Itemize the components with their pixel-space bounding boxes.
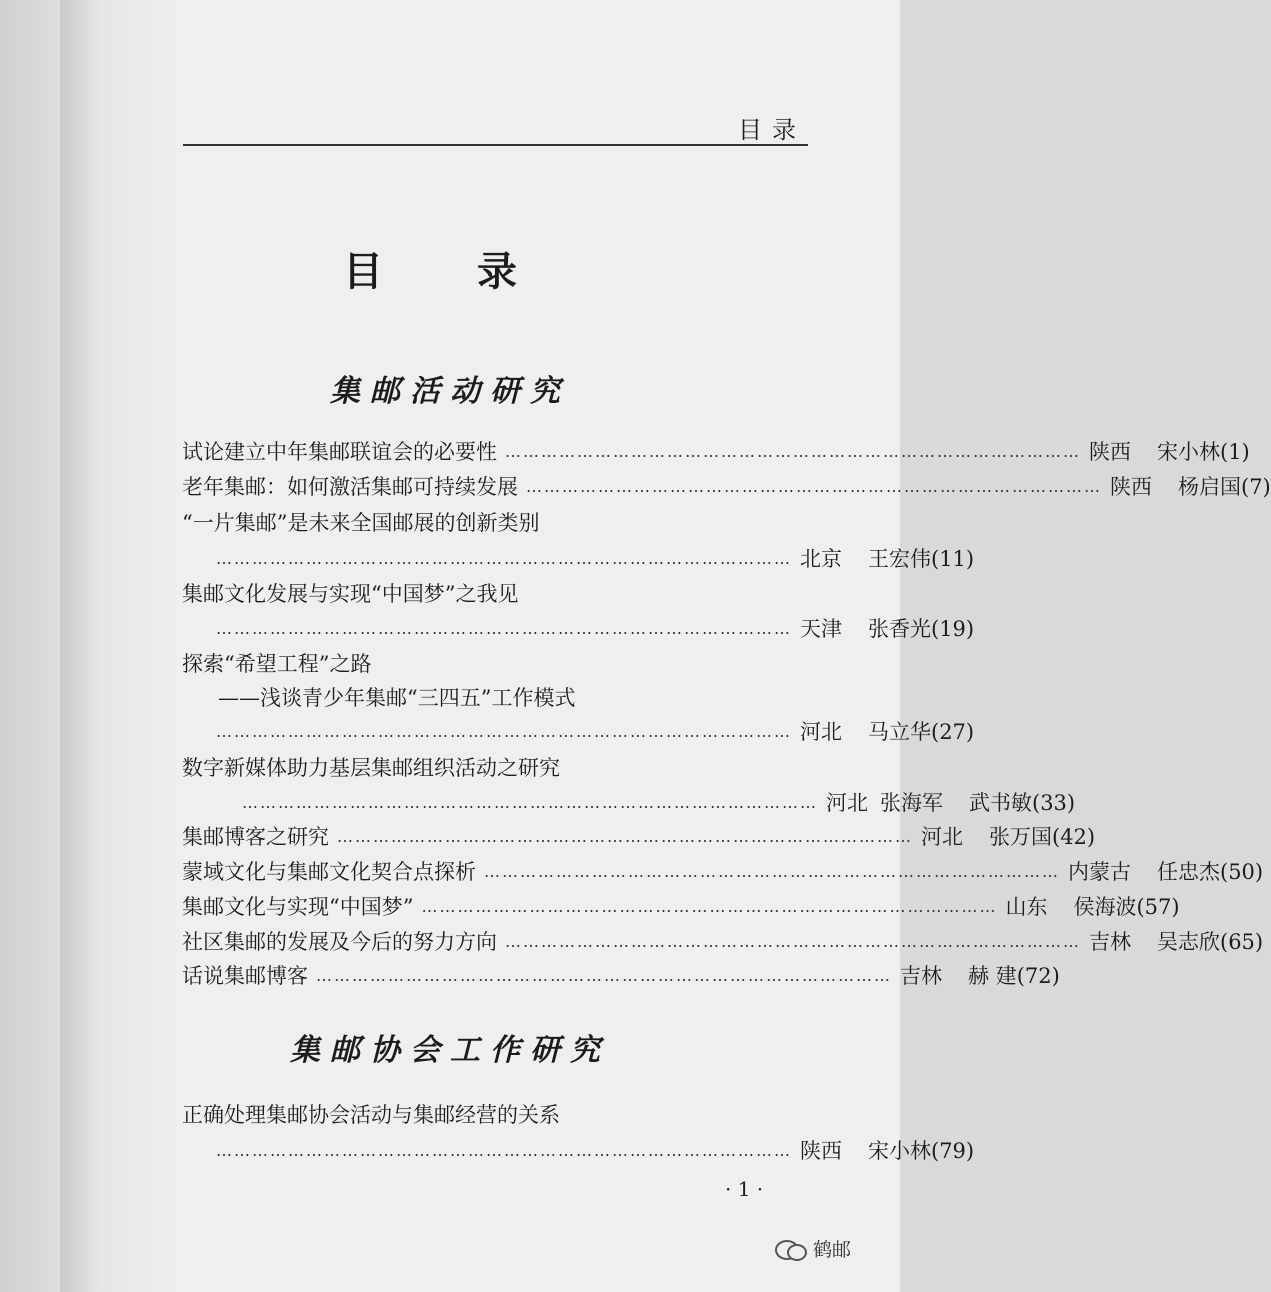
watermark-label: 鹤邮 — [813, 1239, 852, 1261]
toc-entry-title[interactable]: 数字新媒体助力基层集邮组织活动之研究 — [182, 756, 560, 780]
page-title: 目 录 — [343, 248, 557, 295]
toc-entry-author-line[interactable]: …………………………………………………………………………………… 河北 张海军 武书敏(33) — [242, 791, 1076, 815]
toc-entry[interactable]: 蒙域文化与集邮文化契合点探析 …………………………………………………………………………………… 内蒙古 任忠杰(50) — [182, 860, 1264, 884]
toc-entry-title[interactable]: “一片集邮”是未来全国邮展的创新类别 — [182, 511, 540, 535]
toc-entry-title[interactable]: 探索“希望工程”之路 — [182, 652, 372, 676]
toc-entry-title[interactable]: 集邮文化发展与实现“中国梦”之我见 — [182, 582, 519, 606]
toc-entry-author-line[interactable]: …………………………………………………………………………………… 陕西 宋小林(79) — [216, 1139, 975, 1163]
toc-entry[interactable]: 集邮博客之研究 …………………………………………………………………………………… 河北 张万国(42) — [182, 825, 1096, 849]
toc-entry[interactable]: 试论建立中年集邮联谊会的必要性 …………………………………………………………………………………… 陕西 宋小林(1) — [182, 440, 1250, 464]
section-title: 集邮活动研究 — [330, 374, 570, 409]
running-title: 目录 — [738, 116, 806, 144]
toc-entry-subtitle: ——浅谈青少年集邮“三四五”工作模式 — [218, 686, 576, 710]
toc-entry-author-line[interactable]: …………………………………………………………………………………… 天津 张香光(19) — [216, 617, 975, 641]
running-header — [183, 108, 808, 146]
toc-entry[interactable]: 社区集邮的发展及今后的努力方向 …………………………………………………………………………………… 吉林 吴志欣(65) — [182, 930, 1264, 954]
toc-entry[interactable]: 老年集邮：如何激活集邮可持续发展 …………………………………………………………………………………… 陕西 杨启国(7) — [182, 475, 1271, 499]
wechat-icon — [775, 1238, 807, 1260]
toc-entry-author-line[interactable]: …………………………………………………………………………………… 北京 王宏伟(11) — [216, 547, 975, 571]
toc-entry[interactable]: 话说集邮博客 …………………………………………………………………………………… 吉林 赫 建(72) — [182, 964, 1060, 988]
toc-entry[interactable]: 集邮文化与实现“中国梦” …………………………………………………………………………………… 山东 侯海波(57) — [182, 895, 1180, 919]
watermark — [775, 1235, 851, 1262]
page-number: · 1 · — [725, 1177, 764, 1201]
toc-entry-title[interactable]: 正确处理集邮协会活动与集邮经营的关系 — [182, 1103, 560, 1127]
toc-entry-author-line[interactable]: …………………………………………………………………………………… 河北 马立华(27) — [216, 720, 975, 744]
section-title: 集邮协会工作研究 — [290, 1033, 610, 1068]
